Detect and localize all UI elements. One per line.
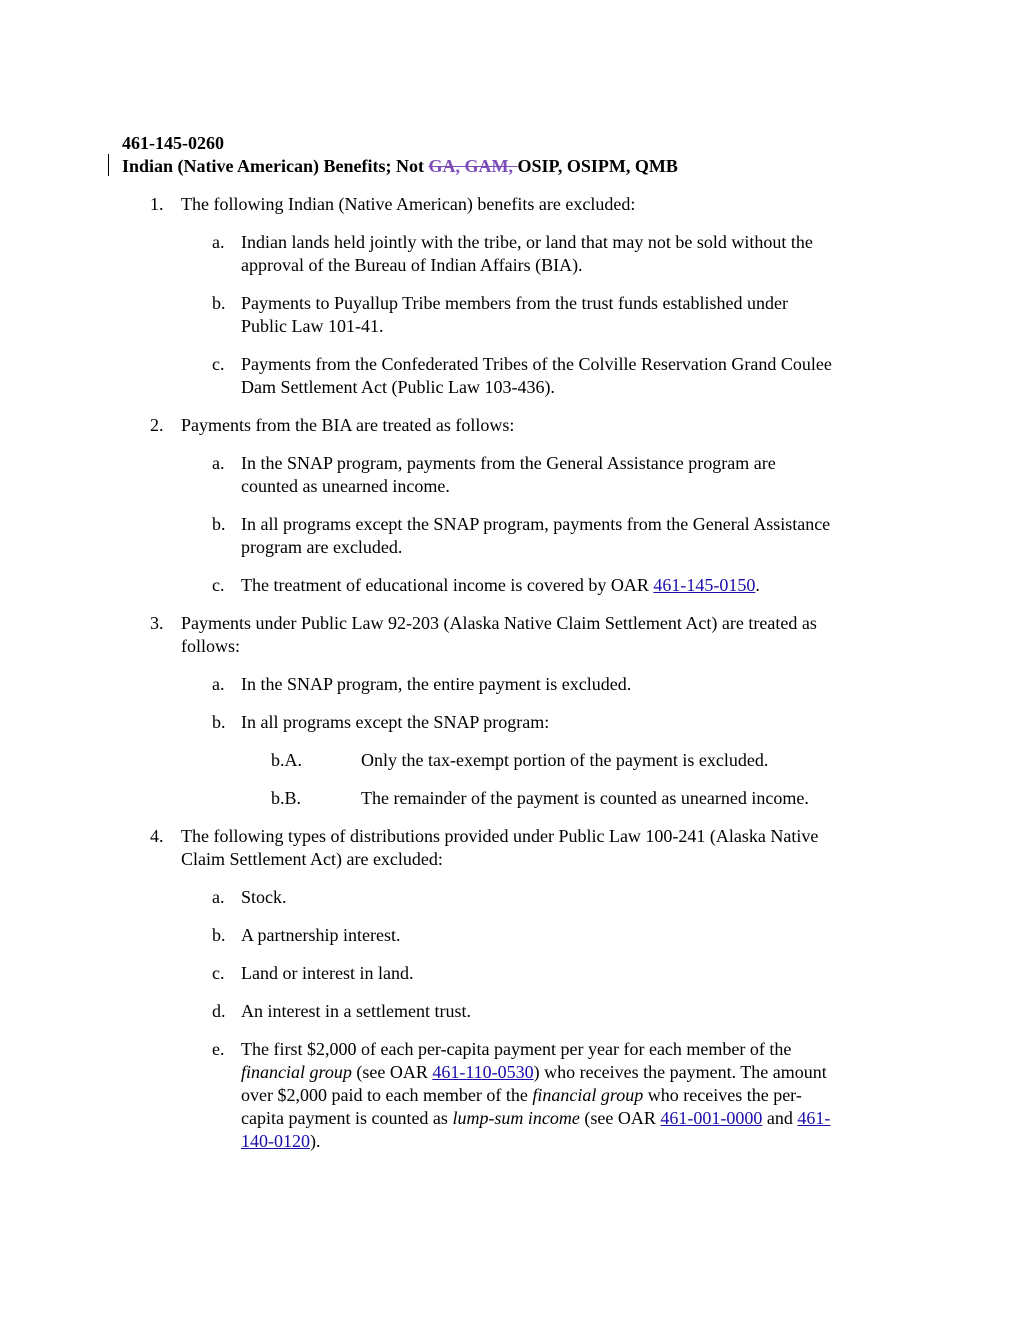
item-4e-line-5	[241, 1130, 321, 1153]
item-4d-text: An interest in a settlement trust.	[241, 1001, 471, 1021]
oar-link-461-140-0120-part-2[interactable]: 140-0120	[241, 1131, 310, 1151]
item-4e-line-5-post: ).	[310, 1131, 321, 1151]
item-2b-line-1: In all programs except the SNAP program, payments from the General Assistance	[241, 514, 831, 534]
item-2b-number: b.	[212, 514, 226, 534]
item-4e-line-4	[241, 1107, 830, 1130]
section-3-line-2: follows:	[181, 636, 241, 656]
item-2c-text-pre: The treatment of educational income is covered by OAR	[241, 575, 654, 595]
item-4a-text: Stock.	[241, 887, 287, 907]
term-financial-group: financial group	[241, 1062, 352, 1082]
section-3-line-1: Payments under Public Law 92-203 (Alaska Native Claim Settlement Act) are treated as	[181, 613, 817, 633]
item-1b-number: b.	[212, 293, 226, 313]
item-1a-number: a.	[212, 232, 225, 252]
item-2c-text	[241, 574, 760, 597]
section-4-line-1: The following types of distributions provided under Public Law 100-241 (Alaska Native	[181, 826, 819, 846]
item-2b-line-2: program are excluded.	[241, 537, 403, 557]
item-4e-line-2-post: ) who receives the payment. The amount	[533, 1062, 827, 1082]
item-3b-number: b.	[212, 712, 226, 732]
oar-link-461-140-0120-part-1[interactable]: 461-	[797, 1108, 831, 1128]
item-4e-line-1: The first $2,000 of each per-capita payment per year for each member of the	[241, 1039, 792, 1059]
section-4-number: 4.	[150, 826, 164, 846]
item-3a-text: In the SNAP program, the entire payment is excluded.	[241, 674, 632, 694]
item-4e-line-3-post: who receives the per-	[643, 1085, 802, 1105]
item-1b-line-1: Payments to Puyallup Tribe members from the trust funds established under	[241, 293, 788, 313]
item-4e-line-4-and: and	[762, 1108, 798, 1128]
item-4d-number: d.	[212, 1001, 226, 1021]
section-1-text: The following Indian (Native American) benefits are excluded:	[181, 194, 636, 214]
rule-title	[122, 155, 678, 178]
title-suffix: OSIP, OSIPM, QMB	[517, 156, 678, 176]
title-prefix: Indian (Native American) Benefits; Not	[122, 156, 429, 176]
item-1c-number: c.	[212, 354, 225, 374]
item-3b-text: In all programs except the SNAP program:	[241, 712, 550, 732]
item-1a-line-2: approval of the Bureau of Indian Affairs (BIA).	[241, 255, 583, 275]
item-4e-line-4-pre: capita payment is counted as	[241, 1108, 453, 1128]
oar-link-461-001-0000[interactable]: 461-001-0000	[660, 1108, 763, 1128]
section-1-number: 1.	[150, 194, 164, 214]
item-2c-text-post: .	[755, 575, 760, 595]
revision-change-bar	[108, 154, 109, 176]
section-2-number: 2.	[150, 415, 164, 435]
item-3bA-text: Only the tax-exempt portion of the payment is excluded.	[361, 750, 769, 770]
item-1c-line-1: Payments from the Confederated Tribes of the Colville Reservation Grand Coulee	[241, 354, 832, 374]
item-2c-number: c.	[212, 575, 225, 595]
title-struck-text: GA, GAM,	[428, 156, 518, 176]
item-2a-line-2: counted as unearned income.	[241, 476, 450, 496]
item-3a-number: a.	[212, 674, 225, 694]
item-4c-text: Land or interest in land.	[241, 963, 414, 983]
section-2-text: Payments from the BIA are treated as follows:	[181, 415, 515, 435]
item-1c-line-2: Dam Settlement Act (Public Law 103-436).	[241, 377, 555, 397]
oar-link-461-145-0150[interactable]: 461-145-0150	[653, 575, 756, 595]
item-4c-number: c.	[212, 963, 225, 983]
item-4b-number: b.	[212, 925, 226, 945]
oar-link-461-110-0530[interactable]: 461-110-0530	[432, 1062, 534, 1082]
item-4e-line-4-mid: (see OAR	[579, 1108, 661, 1128]
item-4b-text: A partnership interest.	[241, 925, 401, 945]
item-1b-line-2: Public Law 101-41.	[241, 316, 384, 336]
section-3-number: 3.	[150, 613, 164, 633]
item-4a-number: a.	[212, 887, 225, 907]
item-3bB-text: The remainder of the payment is counted as unearned income.	[361, 788, 809, 808]
term-lump-sum-income: lump-sum income	[452, 1108, 580, 1128]
item-4e-line-3	[241, 1084, 802, 1107]
item-4e-number: e.	[212, 1039, 225, 1059]
rule-number: 461-145-0260	[122, 133, 224, 153]
item-4e-line-2	[241, 1061, 827, 1084]
item-2a-line-1: In the SNAP program, payments from the General Assistance program are	[241, 453, 776, 473]
item-2a-number: a.	[212, 453, 225, 473]
item-4e-line-3-pre: over $2,000 paid to each member of the	[241, 1085, 533, 1105]
section-4-line-2: Claim Settlement Act) are excluded:	[181, 849, 443, 869]
item-3bB-number: b.B.	[271, 788, 302, 808]
item-3bA-number: b.A.	[271, 750, 302, 770]
item-4e-line-2-pre: (see OAR	[351, 1062, 433, 1082]
term-financial-group: financial group	[532, 1085, 644, 1105]
item-1a-line-1: Indian lands held jointly with the tribe, or land that may not be sold without the	[241, 232, 813, 252]
